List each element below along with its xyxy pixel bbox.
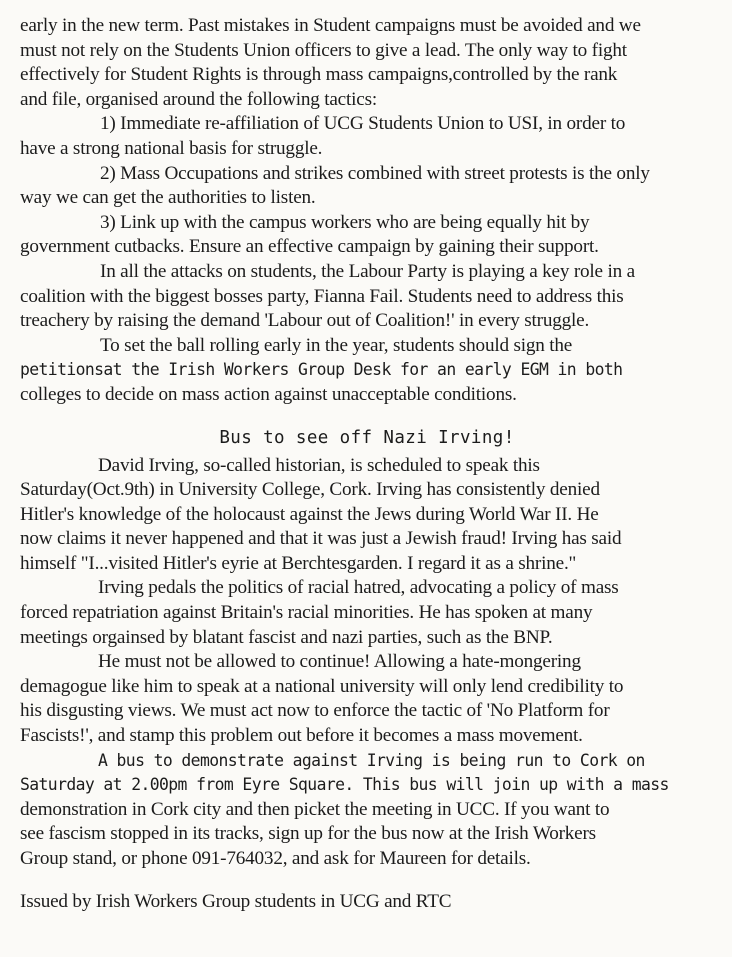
text-line: demonstration in Cork city and then picket the meeting in UCC. If you want to: [20, 798, 610, 820]
text-line: must not rely on the Students Union officers to give a lead. The only way to fight: [20, 39, 627, 61]
text-line: treachery by raising the demand 'Labour out of Coalition!' in every struggle.: [20, 310, 590, 332]
text-line: himself "I...visited Hitler's eyrie at Berchtesgarden. I regard it as a shrine.": [20, 552, 577, 574]
text-line: Saturday(Oct.9th) in University College, Cork. Irving has consistently denied: [20, 479, 600, 501]
text-line: Hitler's knowledge of the holocaust against the Jews during World War II. He: [20, 503, 599, 525]
text-line: Saturday at 2.00pm from Eyre Square. This bus will join up with a mass: [20, 775, 669, 795]
issued-by-footer: Issued by Irish Workers Group students in UCG and RTC: [20, 890, 452, 912]
text-line: Irving pedals the politics of racial hatred, advocating a policy of mass: [98, 577, 619, 599]
tactic-3: 3) Link up with the campus workers who are being equally hit by: [100, 211, 590, 233]
text-line: David Irving, so-called historian, is scheduled to speak this: [98, 454, 540, 476]
text-line: now claims it never happened and that it was just a Jewish fraud! Irving has said: [20, 528, 622, 550]
text-line: demagogue like him to speak at a national university will only lend credibility to: [20, 675, 624, 697]
text-line: coalition with the biggest bosses party, Fianna Fail. Students need to address this: [20, 285, 624, 307]
text-line: In all the attacks on students, the Labour Party is playing a key role in a: [100, 260, 635, 282]
text-line: way we can get the authorities to listen.: [20, 187, 316, 209]
text-line: government cutbacks. Ensure an effective campaign by gaining their support.: [20, 236, 599, 258]
text-line: To set the ball rolling early in the year, students should sign the: [100, 334, 573, 356]
text-line: petitionsat the Irish Workers Group Desk for an early EGM in both: [20, 360, 623, 380]
text-line: effectively for Student Rights is through mass campaigns,controlled by the rank: [20, 64, 618, 86]
text-line: his disgusting views. We must act now to enforce the tactic of 'No Platform for: [20, 700, 610, 722]
text-line: colleges to decide on mass action against unacceptable conditions.: [20, 383, 517, 405]
text-line: forced repatriation against Britain's racial minorities. He has spoken at many: [20, 602, 593, 624]
tactics-section: [20, 14, 714, 408]
text-line: A bus to demonstrate against Irving is being run to Cork on: [98, 750, 645, 770]
text-line: and file, organised around the following tactics:: [20, 88, 377, 110]
text-line: Group stand, or phone 091-764032, and ask for Maureen for details.: [20, 848, 531, 869]
text-line: see fascism stopped in its tracks, sign up for the bus now at the Irish Workers: [20, 823, 596, 845]
section-heading: Bus to see off Nazi Irving!: [219, 427, 515, 448]
text-line: meetings orgainsed by blatant fascist and nazi parties, such as the BNP.: [20, 626, 553, 648]
text-line: early in the new term. Past mistakes in Student campaigns must be avoided and we: [20, 15, 641, 36]
text-line: have a strong national basis for struggle.: [20, 137, 323, 159]
text-line: He must not be allowed to continue! Allowing a hate-mongering: [98, 651, 581, 673]
text-line: Fascists!', and stamp this problem out before it becomes a mass movement.: [20, 725, 583, 747]
irving-section: [20, 454, 714, 872]
tactic-2: 2) Mass Occupations and strikes combined with street protests is the only: [100, 162, 650, 184]
tactic-1: 1) Immediate re-affiliation of UCG Students Union to USI, in order to: [100, 113, 626, 135]
